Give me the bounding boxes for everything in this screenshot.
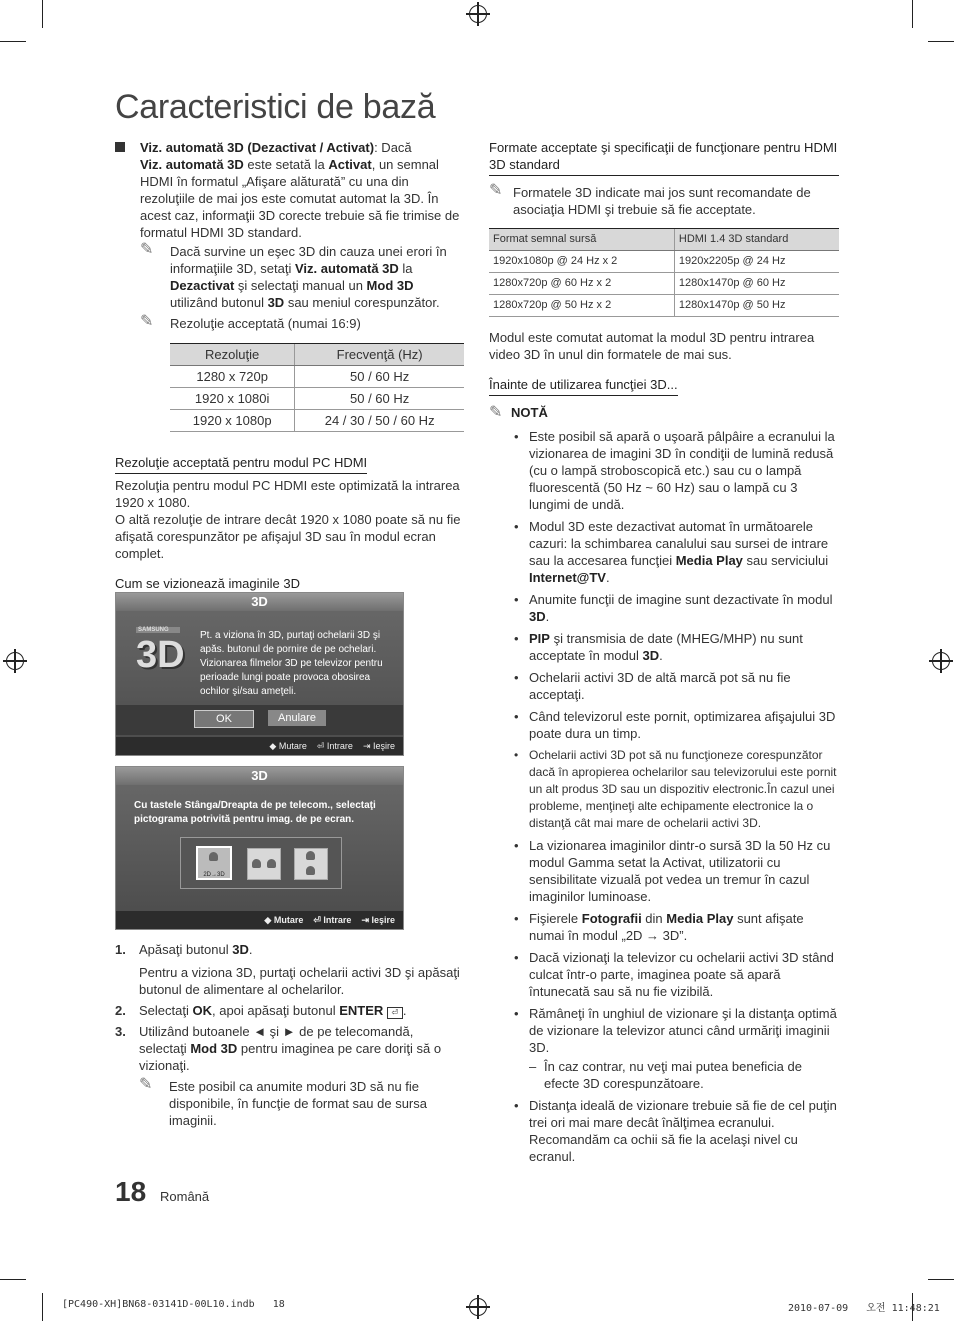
exit-hint: ⇥ Ieşire [361,915,395,925]
table-row: 1920x1080p @ 24 Hz x 2 1920x2205p @ 24 Hz [489,251,839,273]
list-item: • Când televizorul este pornit, optimizarea afişajului 3D poate dura un timp. [489,708,839,742]
ok-button[interactable]: OK [194,710,254,728]
list-item: • Ochelarii activi 3D de altă marcă pot să nu fie acceptaţi. [489,669,839,703]
move-hint: ◆ Mutare [264,915,304,925]
hdmi-formats-heading: Formate acceptate şi specificaţii de funcţionare pentru HDMI 3D standard [489,139,839,176]
list-item: • Fişierele Fotografii din Media Play sunt afişate numai în modul „2D → 3D”. [489,910,839,944]
osd-3d-mode-select [115,766,404,930]
osd-button-row [116,705,403,735]
enter-hint: ⏎ Intrare [316,741,353,751]
osd-title: 3D [116,767,403,785]
right-column [489,139,839,1170]
crop-mark [928,41,954,42]
crop-mark [912,0,913,28]
square-bullet-icon [115,142,125,152]
formats-note: ✎ Formatele 3D indicate mai jos sunt recomandate de asociaţia HDMI şi trebuie să fie acceptate. [489,182,811,217]
pc-hdmi-text-1: Rezoluţia pentru modul PC HDMI este optimizată la intrarea 1920 x 1080. [115,478,460,510]
exit-hint: ⇥ Ieşire [362,741,395,751]
list-item: • Anumite funcţii de imagine sunt dezactivate în modul 3D. [489,591,839,625]
osd-footer [116,737,403,755]
language-label: Română [160,1189,210,1204]
pc-hdmi-heading: Rezoluţie acceptată pentru modul PC HDMI [115,454,367,474]
auto3d-paragraph: Viz. automată 3D (Dezactivat / Activat): Dacă Viz. automată 3D este setată la Activat, un semnal HDMI în formatul „Afişare alăturată” cu una din rezoluţiile de mai jos este comutat automat la 3D. În acest caz, informaţii 3D corecte trebuie să fie trimise de formatul HDMI 3D standard. [115,139,464,241]
pc-hdmi-text-2: O altă rezoluţie de intrare decât 1920 x 1080 poate să nu fie afişată corespunzător pe afişajul 3D sau în modul ecran complet. [115,512,461,561]
table-row: 1920 x 1080p 24 / 30 / 50 / 60 Hz [170,410,464,432]
list-item: • Ochelarii activi 3D pot să nu funcţioneze corespunzător dacă în apropierea ochelarilor sau televizorului este pornit un alt produs 3D sau un dispozitiv electronic.În cazul unei probleme, menţineţi alte echipamente electronice la o distanţă cât mai mare de ochelarii activi 3D. [489,747,839,832]
enter-key-icon: ⏎ [387,1007,403,1019]
print-datetime: 2010-07-09 오전 11:48:21 [788,1303,940,1314]
table-row: 1280x720p @ 60 Hz x 2 1280x1470p @ 60 Hz [489,273,839,295]
page-number: 18 [115,1176,147,1207]
table-row: 1920 x 1080i 50 / 60 Hz [170,388,464,410]
samsung-3d-logo: SAMSUNG 3D [136,627,190,687]
left-column [115,139,464,595]
list-item: 1. Apăsaţi butonul 3D. Pentru a viziona 3D, purtaţi ochelarii activi 3D şi apăsaţi butonul de alimentare al ochelarilor. [115,942,460,997]
enter-hint: ⏎ Intrare [313,915,352,925]
steps-list [115,941,464,1133]
crop-mark [928,1279,954,1280]
list-item: • La vizionarea imaginilor dintr-o sursă 3D la 50 Hz cu modul Gamma setat la Activat, utilizatorii cu sensibilitate vizuală pot vedea un tremur în cazul imaginilor luminoase. [489,837,839,905]
page-title: Caracteristici de bază [115,88,436,126]
list-item: 2. Selectaţi OK, apoi apăsaţi butonul ENTER ⏎ . [115,1003,407,1018]
list-item: • Distanţa ideală de vizionare trebuie să fie de cel puţin trei ori mai mare decât înălţimea ecranului. Recomandăm ca ochii să fie la acelaşi nivel cu ecranul. [489,1097,839,1165]
mode-top-bottom-icon[interactable] [294,848,328,880]
registration-mark-icon [469,5,487,23]
list-item: 3. Utilizând butoanele ◄ şi ► de pe telecomandă, selectaţi Mod 3D pentru imaginea pe care doriţi să o vizionaţi. ✎ Este posibil ca anumite moduri 3D să nu fie disponibile, în funcţie de format sau de sursa imaginii. [115,1023,464,1129]
3d-glyph-icon: 3D [136,634,185,676]
crop-mark [0,41,26,42]
move-hint: ◆ Mutare [269,741,307,751]
mode-2d-to-3d-icon[interactable]: 2D→3D [196,846,232,880]
crop-mark [42,0,43,28]
note-resolution: ✎ Rezoluţie acceptată (numai 16:9) [140,313,361,331]
print-file-info: [PC490-XH]BN68-03141D-00L10.indb 18 [62,1299,285,1310]
note-pencil-icon: ✎ [489,404,503,421]
osd-message: Pt. a viziona în 3D, purtaţi ochelarii 3D şi apăs. butonul de pornire de pe ochelari. Vizionarea filmelor 3D pe televizor pentru perioade lungi poate provoca obosirea ochilor şi/sau ameţeli. [200,630,383,697]
list-item: • PIP şi transmisia de date (MHEG/MHP) nu sunt acceptate în modul 3D. [489,630,839,664]
registration-mark-icon [6,652,24,670]
note-3d-modes: ✎ Este posibil ca anumite moduri 3D să nu fie disponibile, în funcţie de format sau de sursa imaginii. [139,1076,427,1128]
crop-mark [0,1279,26,1280]
crop-mark [42,1293,43,1321]
osd-message: Cu tastele Stânga/Dreapta de pe telecom., selectaţi pictograma potrivită pentru imag. de pe ecran. [134,800,376,825]
list-item: • Dacă vizionaţi la televizor cu ochelarii activi 3D stând culcat într-o parte, imaginea poate să apară întunecată sau să nu fie vizibilă. [489,949,839,1000]
list-item: • Este posibil să apară o uşoară pâlpâire a ecranului la vizionarea de imagini 3D în condiţii de lumină redusă (cu o lampă stroboscopică etc.) sau cu o lampă fluorescentă (50 Hz ~ 60 Hz) sau o lampă cu 3 lungimi de undă. [489,428,839,513]
note-pencil-icon: ✎ [140,313,154,330]
sub-item: – În caz contrar, nu veţi mai putea beneficia de efecte 3D corespunzătoare. [529,1059,802,1091]
table-row: 1280 x 720p 50 / 60 Hz [170,366,464,388]
mode-side-by-side-icon[interactable] [247,848,281,880]
table-row: 1280x720p @ 50 Hz x 2 1280x1470p @ 50 Hz [489,295,839,317]
osd-3d-warning [115,592,404,756]
list-item: • Modul 3D este dezactivat automat în următoarele cazuri: la schimbarea canalului sau sursei de intrare sau la accesarea funcţiei Media Play sau serviciului Internet@TV. [489,518,839,586]
osd-footer [116,911,403,929]
note-heading: ✎ NOTĂ [489,404,548,421]
list-item: • Rămâneţi în unghiul de vizionare şi la distanţa optimă de vizionare la televizor atunci când urmăriţi imaginii 3D. – În caz contrar, nu veţi mai putea beneficia de efecte 3D corespunzătoare. [489,1005,839,1092]
note-pencil-icon: ✎ [140,241,154,258]
view-3d-heading: Cum se vizionează imaginile 3D [115,575,300,595]
registration-mark-icon [469,1298,487,1316]
cancel-button[interactable]: Anulare [268,710,326,726]
hdmi-format-table: Format semnal sursă HDMI 1.4 3D standard 1920x1080p @ 24 Hz x 2 1920x2205p @ 24 Hz 1280x720p @ 60 Hz x 2 1280x1470p @ 60 Hz 1280x720p @ 50 Hz x 2 1280x1470p @ 50 Hz [489,228,839,317]
resolution-table: Rezoluţie Frecvenţă (Hz) 1280 x 720p 50 / 60 Hz 1920 x 1080i 50 / 60 Hz 1920 x 1080p 24 / 30 / 50 / 60 Hz [170,343,464,432]
auto-mode-text: Modul este comutat automat la modul 3D pentru intrarea video 3D în unul din formatele de mai sus. [489,330,815,362]
registration-mark-icon [932,652,950,670]
osd-title: 3D [116,593,403,611]
before-use-heading: Înainte de utilizarea funcţiei 3D... [489,376,678,396]
note-pencil-icon: ✎ [139,1076,153,1093]
note-failure: ✎ Dacă survine un eşec 3D din cauza unei erori în informaţiile 3D, setaţi Viz. automată 3D la Dezactivat şi selectaţi manual un Mod 3D utilizând butonul 3D sau meniul corespunzător. [140,241,447,310]
note-pencil-icon: ✎ [489,182,503,199]
